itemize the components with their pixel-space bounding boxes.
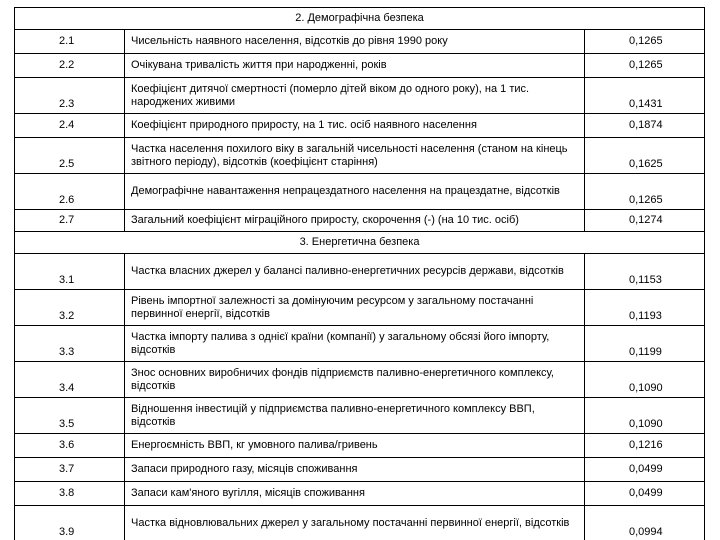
table-row [15,54,705,78]
table-row [15,114,705,138]
row-description: Запаси природного газу, місяців споживання [125,458,585,482]
row-number: 2.7 [15,210,125,232]
row-value: 0,0499 [585,482,705,506]
row-number: 3.8 [15,482,125,506]
row-description: Частка населення похилого віку в загальній чисельності населення (станом на кінець звітного періоду), відсотків (коефіцієнт старіння) [125,138,585,174]
row-number: 3.2 [15,290,125,326]
table-row [15,362,705,398]
row-value: 0,1625 [585,138,705,174]
row-value: 0,0994 [585,506,705,540]
row-value: 0,1274 [585,210,705,232]
row-description: Частка відновлювальних джерел у загальному постачанні первинної енергії, відсотків [125,506,585,540]
row-description: Енергоємність ВВП, кг умовного палива/гривень [125,434,585,458]
row-number: 2.4 [15,114,125,138]
row-value: 0,1265 [585,54,705,78]
table-row [15,434,705,458]
section-header-energy [15,232,705,254]
row-number: 3.4 [15,362,125,398]
row-description: Запаси кам'яного вугілля, місяців споживання [125,482,585,506]
row-description: Знос основних виробничих фондів підприємств паливно-енергетичного комплексу, відсотків [125,362,585,398]
row-number: 2.3 [15,78,125,114]
row-value: 0,1090 [585,398,705,434]
row-value: 0,1153 [585,254,705,290]
row-value: 0,1216 [585,434,705,458]
row-value: 0,1431 [585,78,705,114]
table-row [15,482,705,506]
row-description: Демографічне навантаження непрацездатного населення на працездатне, відсотків [125,174,585,210]
table-row [15,254,705,290]
indicators-table [14,7,705,540]
section-title: 2. Демографічна безпека [15,8,705,30]
row-description: Очікувана тривалість життя при народженні, років [125,54,585,78]
row-description: Частка власних джерел у балансі паливно-енергетичних ресурсів держави, відсотків [125,254,585,290]
row-number: 2.5 [15,138,125,174]
row-value: 0,1199 [585,326,705,362]
table-row [15,174,705,210]
row-description: Рівень імпортної залежності за домінуючим ресурсом у загальному постачанні первинної енергії, відсотків [125,290,585,326]
table-row [15,326,705,362]
table-row [15,290,705,326]
row-number: 3.5 [15,398,125,434]
row-number: 3.9 [15,506,125,540]
row-number: 3.1 [15,254,125,290]
table-row [15,78,705,114]
row-description: Коефіцієнт дитячої смертності (померло дітей віком до одного року), на 1 тис. народжених живими [125,78,585,114]
table-row [15,458,705,482]
row-number: 3.7 [15,458,125,482]
table-row [15,506,705,540]
row-description: Частка імпорту палива з однієї країни (компанії) у загальному обсязі його імпорту, відсотків [125,326,585,362]
row-number: 2.1 [15,30,125,54]
row-value: 0,0499 [585,458,705,482]
row-value: 0,1874 [585,114,705,138]
row-value: 0,1265 [585,174,705,210]
section-header-demographic [15,8,705,30]
row-value: 0,1193 [585,290,705,326]
row-number: 2.2 [15,54,125,78]
row-description: Чисельність наявного населення, відсотків до рівня 1990 року [125,30,585,54]
section-title: 3. Енергетична безпека [15,232,705,254]
row-value: 0,1265 [585,30,705,54]
row-number: 2.6 [15,174,125,210]
row-number: 3.6 [15,434,125,458]
row-description: Відношення інвестицій у підприємства паливно-енергетичного комплексу ВВП, відсотків [125,398,585,434]
table-row [15,30,705,54]
table-row [15,398,705,434]
row-description: Загальний коефіцієнт міграційного приросту, скорочення (-) (на 10 тис. осіб) [125,210,585,232]
row-number: 3.3 [15,326,125,362]
row-description: Коефіцієнт природного приросту, на 1 тис. осіб наявного населення [125,114,585,138]
table-row [15,138,705,174]
row-value: 0,1090 [585,362,705,398]
table-row [15,210,705,232]
